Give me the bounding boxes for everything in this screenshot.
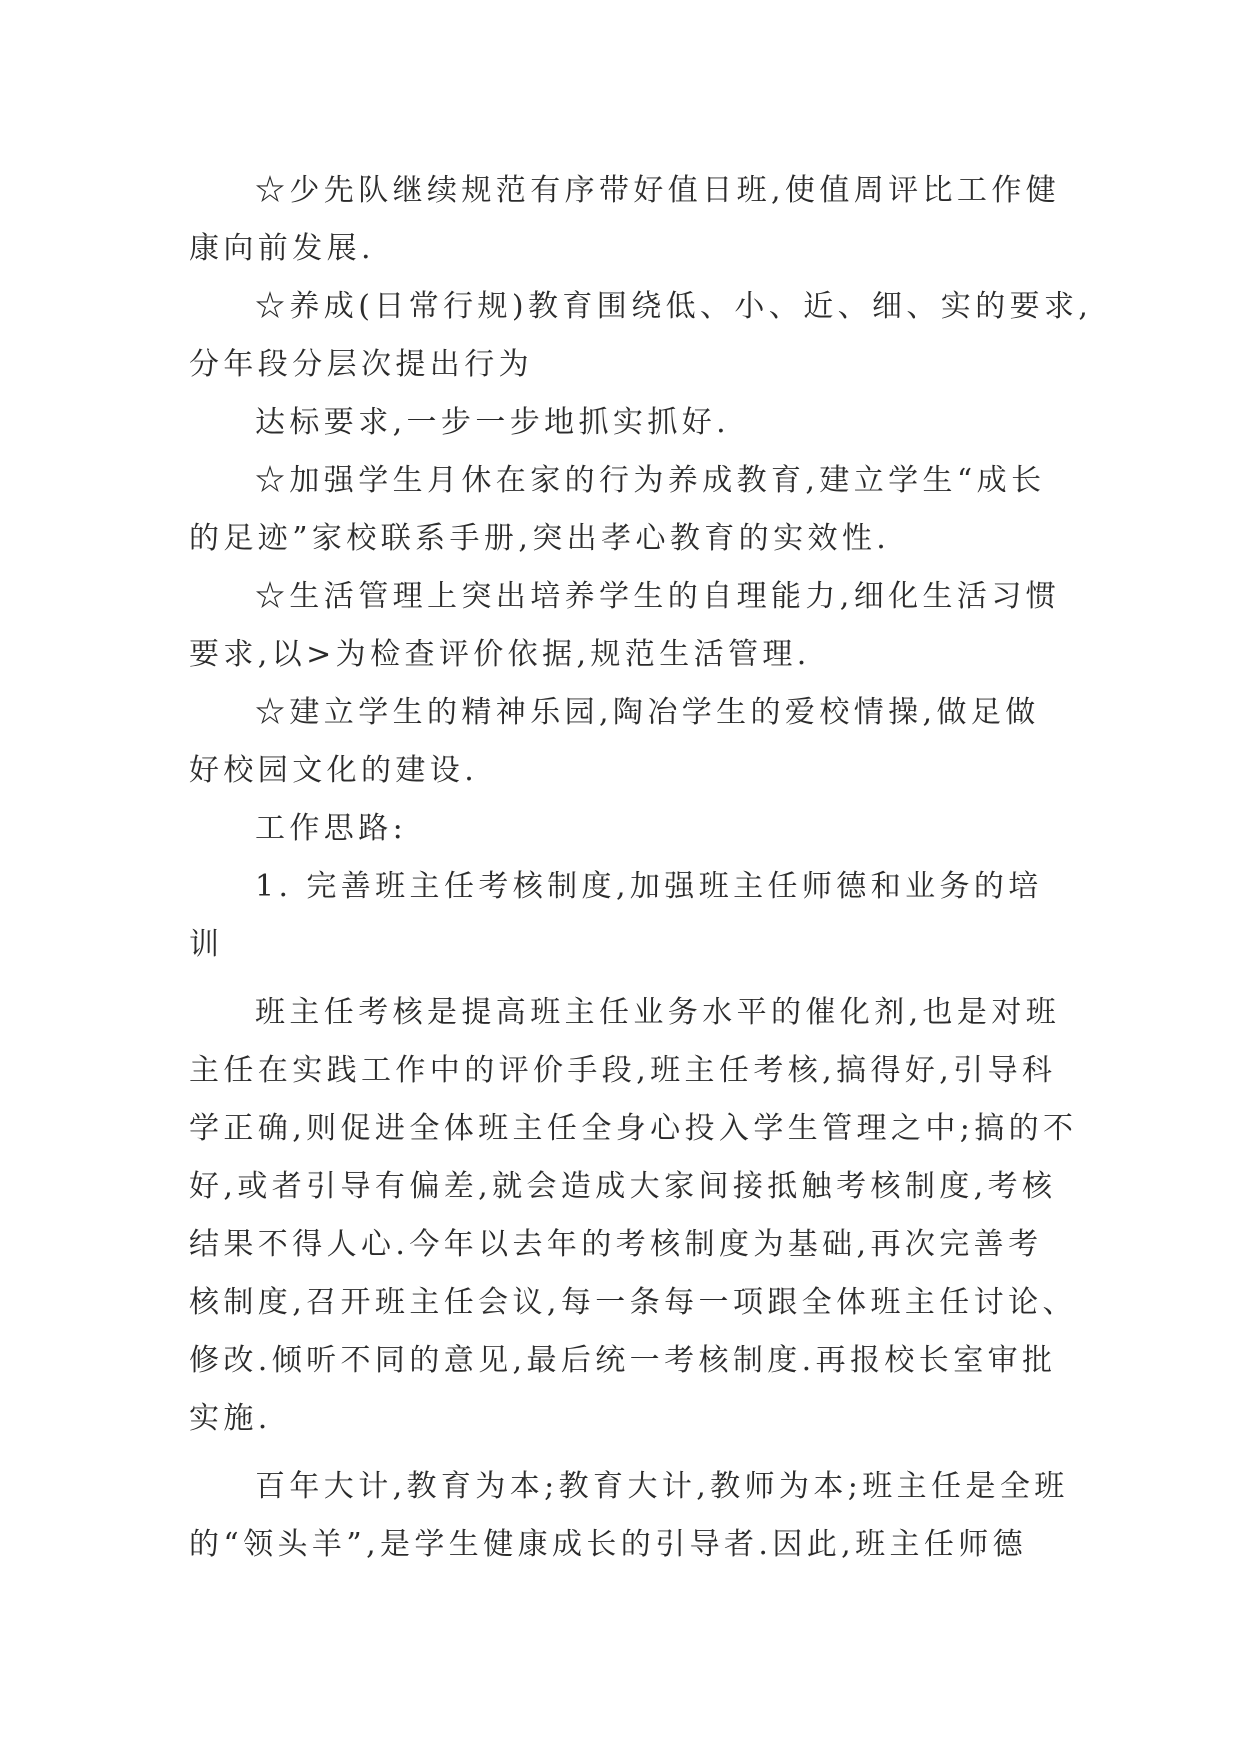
text-line: 好校园文化的建设. [189, 753, 479, 788]
text-line: 百年大计,教育为本;教育大计,教师为本;班主任是全班 [255, 1469, 1069, 1504]
text-line: ☆建立学生的精神乐园,陶冶学生的爱校情操,做足做 [255, 695, 1040, 730]
text-line: 主任在实践工作中的评价手段,班主任考核,搞得好,引导科 [189, 1053, 1057, 1088]
document-body [189, 162, 1093, 1574]
text-line: 学正确,则促进全体班主任全身心投入学生管理之中;搞的不 [189, 1111, 1078, 1146]
paragraph-1 [189, 162, 1061, 278]
text-line: 班主任考核是提高班主任业务水平的催化剂,也是对班 [255, 995, 1061, 1030]
text-line: 的足迹”家校联系手册,突出孝心教育的实效性. [189, 521, 891, 556]
text-line: 要求,以>为检查评价依据,规范生活管理. [189, 637, 811, 672]
paragraph-item-1 [189, 858, 1055, 974]
paragraph-gap [189, 974, 1055, 984]
paragraph-3 [189, 394, 1055, 452]
text-line: 分年段分层次提出行为 [189, 347, 533, 382]
paragraph-2 [189, 278, 1093, 394]
paragraph-gap [189, 1448, 1055, 1458]
text-line: 好,或者引导有偏差,就会造成大家间接抵触考核制度,考核 [189, 1169, 1057, 1204]
text-line: 核制度,召开班主任会议,每一条每一项跟全体班主任讨论、 [189, 1285, 1077, 1320]
text-line: 康向前发展. [189, 231, 375, 266]
text-line: 实施. [189, 1401, 272, 1436]
text-line: 训 [189, 927, 224, 962]
text-line: 的“领头羊”,是学生健康成长的引导者.因此,班主任师德 [189, 1527, 1028, 1562]
text-line: ☆养成(日常行规)教育围绕低、小、近、细、实的要求, [255, 289, 1093, 324]
paragraph-5 [189, 568, 1061, 684]
paragraph-education [189, 1458, 1069, 1574]
text-line: ☆加强学生月休在家的行为养成教育,建立学生“成长 [255, 463, 1046, 498]
section-heading: 工作思路: [255, 811, 408, 846]
paragraph-assessment [189, 984, 1078, 1448]
text-line: 达标要求,一步一步地抓实抓好. [255, 405, 731, 440]
paragraph-work-ideas-heading [189, 800, 1055, 858]
text-line: 修改.倾听不同的意见,最后统一考核制度.再报校长室审批 [189, 1343, 1057, 1378]
numbered-item-heading: 1. 完善班主任考核制度,加强班主任师德和业务的培 [255, 869, 1043, 904]
paragraph-6 [189, 684, 1055, 800]
paragraph-4 [189, 452, 1055, 568]
text-line: 结果不得人心.今年以去年的考核制度为基础,再次完善考 [189, 1227, 1043, 1262]
text-line: ☆生活管理上突出培养学生的自理能力,细化生活习惯 [255, 579, 1061, 614]
text-line: ☆少先队继续规范有序带好值日班,使值周评比工作健 [255, 173, 1061, 208]
